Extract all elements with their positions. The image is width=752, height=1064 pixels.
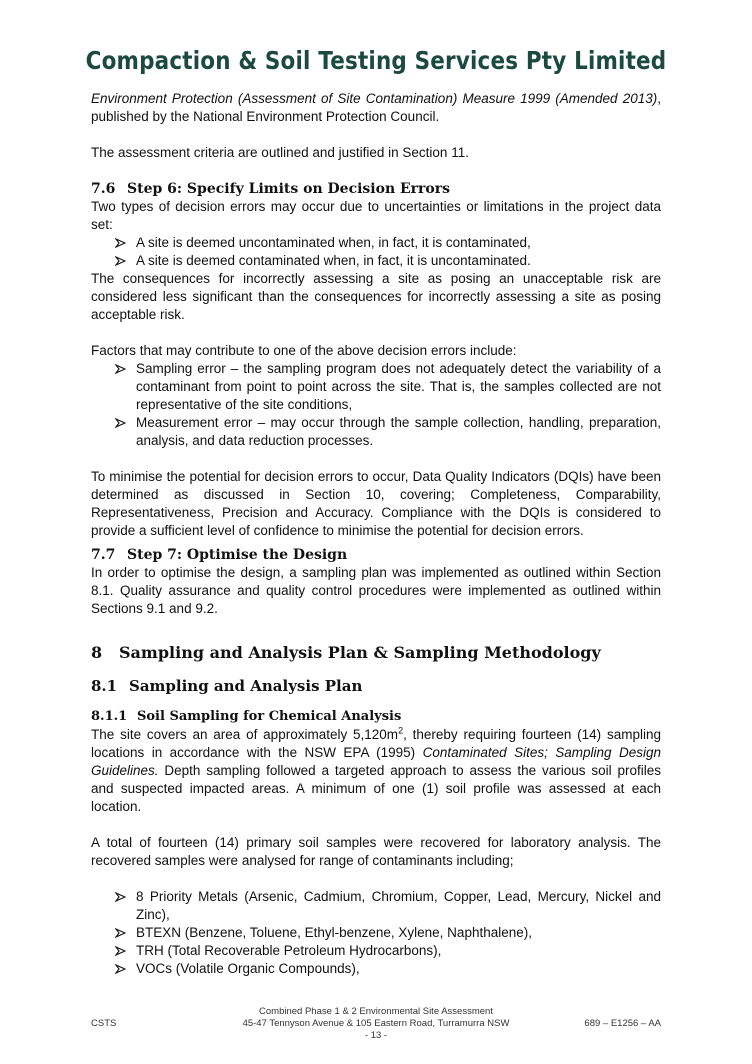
heading-7-7 — [91, 546, 661, 564]
list-item: BTEXN (Benzene, Toluene, Ethyl-benzene, Xylene, Naphthalene), — [91, 924, 661, 942]
heading-title: Soil Sampling for Chemical Analysis — [137, 709, 402, 724]
heading-number: 8 — [91, 643, 103, 662]
arrow-bullet-icon — [115, 924, 131, 938]
reference-paragraph — [91, 90, 661, 126]
consequences-paragraph: The consequences for incorrectly assessing a site as posing an unacceptable risk are considered less significant than the consequences for incorrectly assessing a site as posing acceptable risk. — [91, 271, 661, 322]
superscript: 2 — [398, 725, 404, 736]
footer-title: Combined Phase 1 & 2 Environmental Site Assessment — [259, 1006, 493, 1017]
arrow-bullet-icon — [115, 234, 131, 248]
criteria-paragraph: The assessment criteria are outlined and justified in Section 11. — [91, 145, 469, 160]
arrow-bullet-icon — [115, 942, 131, 956]
decision-errors-intro: Two types of decision errors may occur due to uncertainties or limitations in the project data set: — [91, 199, 661, 232]
arrow-bullet-icon — [115, 414, 131, 428]
heading-8-1-1 — [91, 708, 661, 726]
list-item: A site is deemed uncontaminated when, in fact, it is contaminated, — [91, 234, 661, 252]
list-item: VOCs (Volatile Organic Compounds), — [91, 960, 661, 978]
heading-title: Step 7: Optimise the Design — [127, 547, 348, 563]
site-area-paragraph: The site covers an area of approximately $5,120m^2$, thereby requiring fourteen (14) sampling locations in accordance with the NSW EPA (1995) Contaminated Sites; Sampling Design Guidelines. Depth sampling followed a targeted approach to assess the various soil profiles and suspected impacted areas. A minimum of one (1) soil profile was assessed at each location. — [91, 725, 662, 814]
list-item: 8 Priority Metals (Arsenic, Cadmium, Chromium, Copper, Lead, Mercury, Nickel and Zinc), — [91, 888, 661, 924]
heading-number: 8.1.1 — [91, 709, 128, 724]
heading-number: 8.1 — [91, 677, 118, 695]
guideline-italic: Contaminated Sites; Sampling Design Guidelines. — [91, 745, 662, 778]
factors-intro: Factors that may contribute to one of the above decision errors include: — [91, 343, 517, 358]
reference-italic: Environment Protection (Assessment of Site Contamination) Measure 1999 (Amended 2013) — [91, 91, 658, 106]
footer-right: 689 – E1256 – AA — [584, 1018, 661, 1029]
decision-error-list — [91, 234, 661, 270]
reference-rest: , published by the National Environment Protection Council. — [91, 91, 661, 124]
arrow-bullet-icon — [115, 360, 131, 374]
samples-paragraph: A total of fourteen (14) primary soil samples were recovered for laboratory analysis. The recovered samples were analysed for range of contaminants including; — [91, 835, 661, 868]
list-item: Measurement error – may occur through the sample collection, handling, preparation, analysis, and data reduction processes. — [91, 414, 661, 450]
footer-address: 45-47 Tennyson Avenue & 105 Eastern Road, Turramurra NSW — [242, 1018, 510, 1029]
page-number: - 13 - — [364, 1030, 388, 1041]
heading-title: Sampling and Analysis Plan — [129, 677, 363, 695]
arrow-bullet-icon — [115, 960, 131, 974]
contaminants-list — [91, 888, 661, 978]
heading-number: 7.7 — [91, 547, 116, 563]
factors-list — [91, 360, 661, 450]
heading-title: Step 6: Specify Limits on Decision Errors — [127, 181, 451, 197]
heading-8-1 — [91, 676, 661, 696]
footer-left: CSTS — [91, 1018, 117, 1029]
heading-8 — [91, 642, 661, 664]
page-content — [91, 90, 661, 978]
list-item: TRH (Total Recoverable Petroleum Hydrocarbons), — [91, 942, 661, 960]
heading-title: Sampling and Analysis Plan & Sampling Methodology — [119, 643, 601, 662]
list-item: A site is deemed contaminated when, in fact, it is uncontaminated. — [91, 252, 661, 270]
arrow-bullet-icon — [115, 252, 131, 266]
heading-7-6 — [91, 180, 661, 198]
heading-number: 7.6 — [91, 181, 116, 197]
list-item: Sampling error – the sampling program does not adequately detect the variability of a contaminant from point to point across the site. That is, the samples collected are not representative of the site conditions, — [91, 360, 661, 414]
arrow-bullet-icon — [115, 888, 131, 902]
page-footer — [91, 1006, 661, 1042]
optimise-paragraph: In order to optimise the design, a sampling plan was implemented as outlined within Section 8.1. Quality assurance and quality control procedures were implemented as outlined within Sections 9.1 and 9.2. — [91, 565, 661, 616]
company-header: Compaction & Soil Testing Services Pty Limited — [85, 46, 667, 75]
minimise-paragraph: To minimise the potential for decision errors to occur, Data Quality Indicators (DQIs) have been determined as discussed in Section 10, covering; Completeness, Comparability, Representativeness, Precision and Accuracy. Compliance with the DQIs is considered to provide a sufficient level of confidence to minimise the potential for decision errors. — [91, 469, 661, 538]
